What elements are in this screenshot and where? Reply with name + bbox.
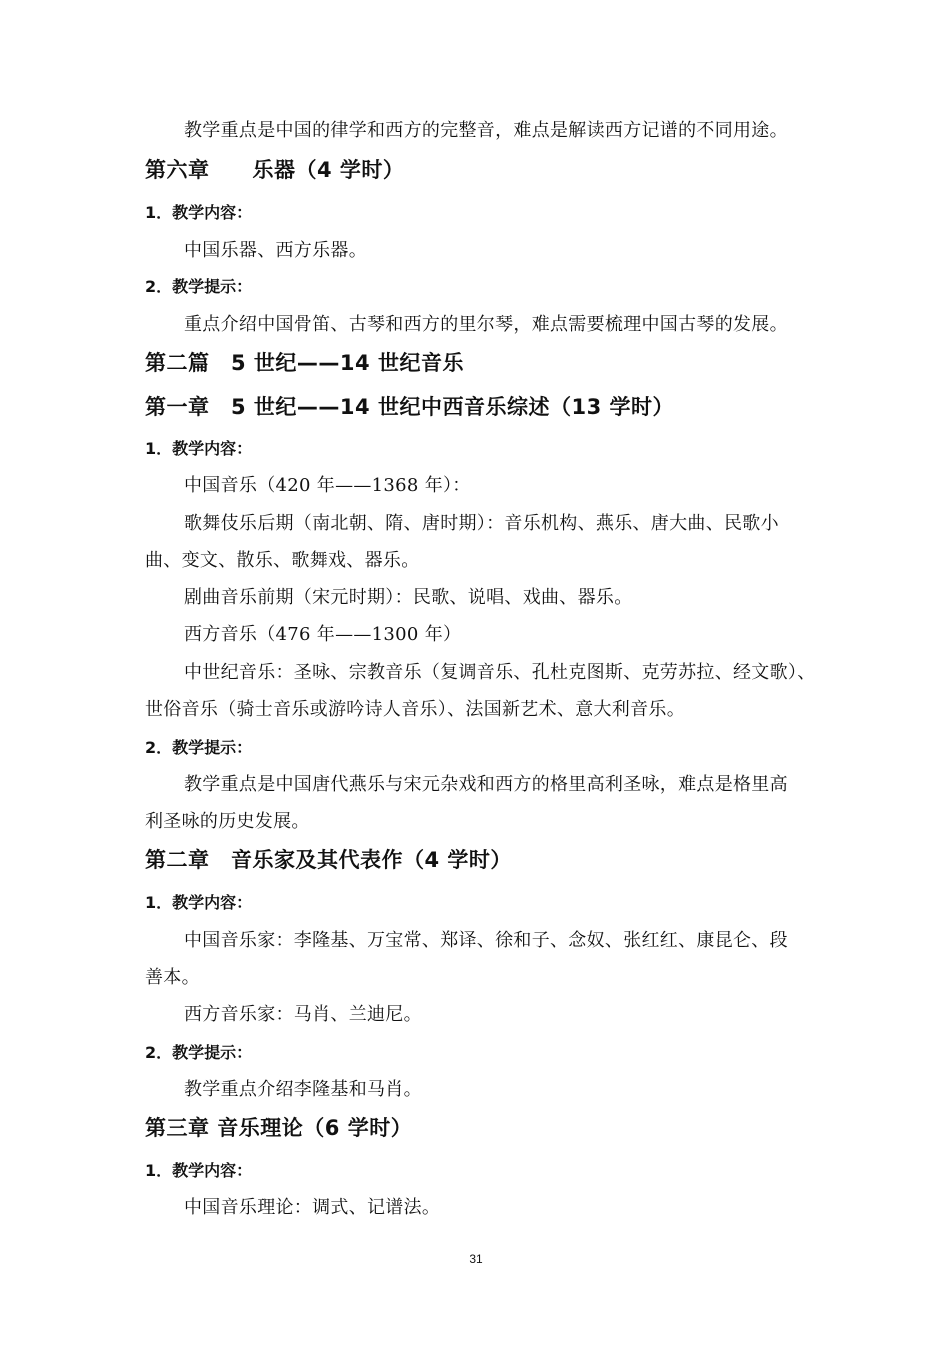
paragraph-line: 善本。 [145, 967, 200, 988]
part-heading: 第二篇 5 世纪——14 世纪音乐 [145, 351, 464, 375]
section-label: 2．教学提示： [145, 277, 253, 296]
paragraph-line: 歌舞伎乐后期（南北朝、隋、唐时期）：音乐机构、燕乐、唐大曲、民歌小 [184, 513, 779, 534]
section-label: 1．教学内容： [145, 893, 253, 912]
chapter-heading: 第三章 音乐理论（6 学时） [145, 1116, 413, 1140]
chapter-heading: 第六章 乐器（4 学时） [145, 158, 405, 182]
paragraph-line: 中国乐器、西方乐器。 [184, 240, 367, 261]
section-label: 1．教学内容： [145, 1161, 253, 1180]
paragraph-line: 教学重点是中国唐代燕乐与宋元杂戏和西方的格里高利圣咏，难点是格里高 [184, 774, 788, 795]
section-label: 1．教学内容： [145, 439, 253, 458]
section-label: 2．教学提示： [145, 738, 253, 757]
paragraph-line: 教学重点介绍李隆基和马肖。 [184, 1079, 422, 1100]
paragraph-line: 剧曲音乐前期（宋元时期）：民歌、说唱、戏曲、器乐。 [184, 587, 633, 608]
paragraph-line: 世俗音乐（骑士音乐或游吟诗人音乐）、法国新艺术、意大利音乐。 [145, 699, 685, 720]
page-number: 31 [469, 1252, 483, 1266]
section-label: 1．教学内容： [145, 203, 253, 222]
paragraph-line: 中国音乐（420 年——1368 年）： [184, 475, 471, 496]
chapter-heading: 第一章 5 世纪——14 世纪中西音乐综述（13 学时） [145, 395, 674, 419]
paragraph-line: 西方音乐家：马肖、兰迪尼。 [184, 1004, 422, 1025]
paragraph-line: 西方音乐（476 年——1300 年） [184, 624, 462, 645]
paragraph-line: 中国音乐理论：调式、记谱法。 [184, 1197, 441, 1218]
paragraph-line: 中世纪音乐：圣咏、宗教音乐（复调音乐、孔杜克图斯、克劳苏拉、经文歌）、 [184, 662, 816, 683]
paragraph-line: 利圣咏的历史发展。 [145, 811, 310, 832]
paragraph-line: 中国音乐家：李隆基、万宝常、郑译、徐和子、念奴、张红红、康昆仑、段 [184, 930, 788, 951]
chapter-heading: 第二章 音乐家及其代表作（4 学时） [145, 848, 512, 872]
paragraph-line: 重点介绍中国骨笛、古琴和西方的里尔琴，难点需要梳理中国古琴的发展。 [184, 314, 788, 335]
paragraph-line: 曲、变文、散乐、歌舞戏、器乐。 [145, 550, 420, 571]
paragraph-line: 教学重点是中国的律学和西方的完整音，难点是解读西方记谱的不同用途。 [184, 120, 788, 141]
section-label: 2．教学提示： [145, 1043, 253, 1062]
